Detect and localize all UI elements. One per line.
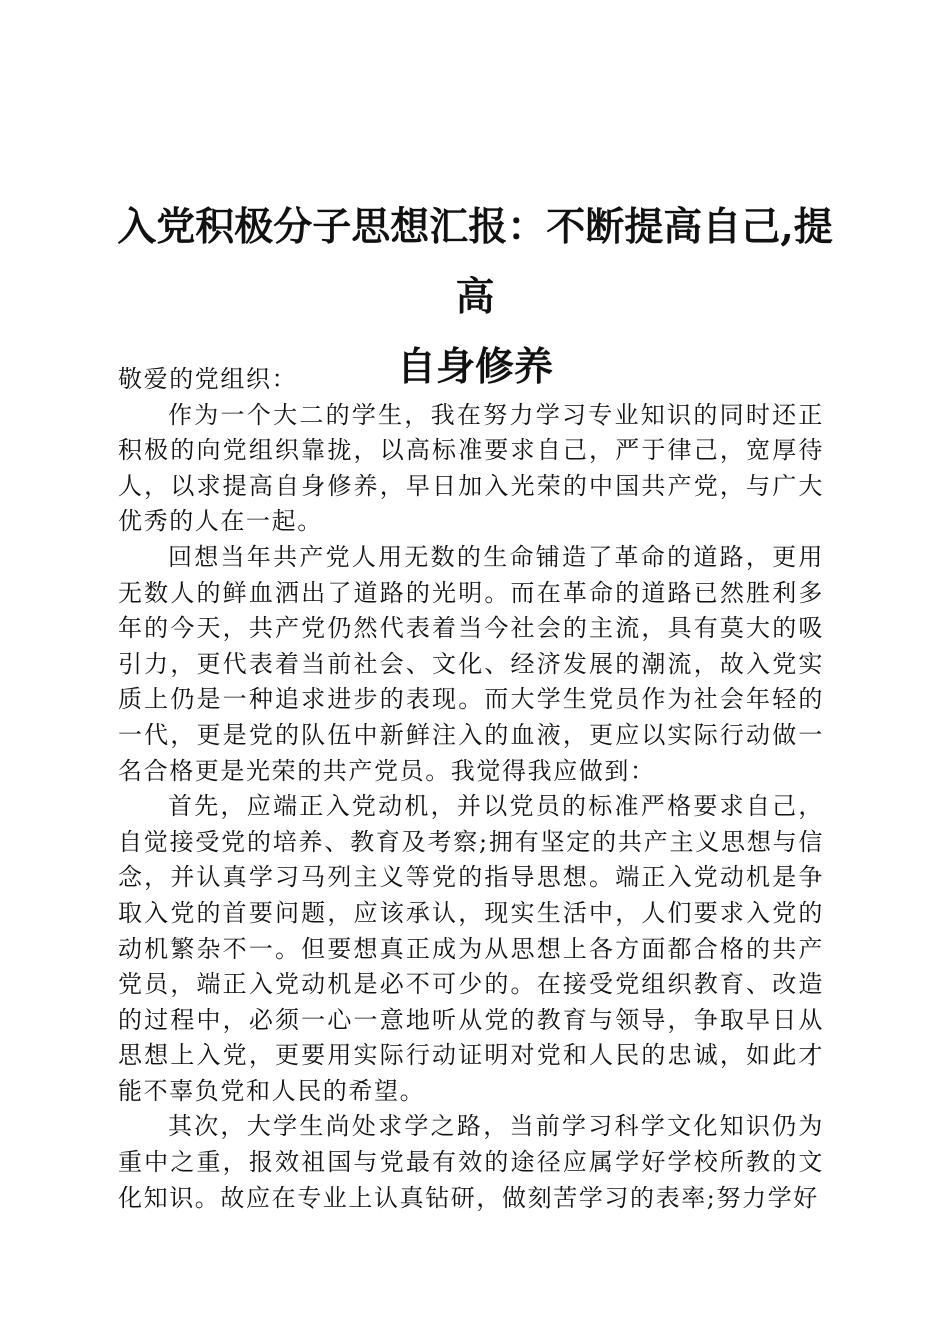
title-line-1: 入党积极分子思想汇报：不断提高自己,提高 <box>117 204 833 320</box>
paragraph-3: 首先，应端正入党动机，并以党员的标准严格要求自己，自觉接受党的培养、教育及考察;拥有坚定的共产主义思想与信念，并认真学习马列主义等党的指导思想。端正入党动机是争取入党的首要问题，应该承认，现实生活中，人们要求入党的动机繁杂不一。但要想真正成为从思想上各方面都合格的共产党员，端正入党动机是必不可少的。在接受党组织教育、改造的过程中，必须一心一意地听从党的教育与领导，争取早日从思想上入党，更要用实际行动证明对党和人民的忠诚，如此才能不辜负党和人民的希望。 <box>118 792 824 1105</box>
paragraph-1: 作为一个大二的学生，我在努力学习专业知识的同时还正积极的向党组织靠拢，以高标准要求自己，严于律己，宽厚待人，以求提高自身修养，早日加入光荣的中国共产党，与广大优秀的人在一起。 <box>118 400 824 536</box>
document-body <box>118 362 824 1216</box>
salutation: 敬爱的党组织： <box>118 365 298 393</box>
paragraph-2: 回想当年共产党人用无数的生命铺造了革命的道路，更用无数人的鲜血洒出了道路的光明。而在革命的道路已然胜利多年的今天，共产党仍然代表着当今社会的主流，具有莫大的吸引力，更代表着当前社会、文化、经济发展的潮流，故入党实质上仍是一种追求进步的表现。而大学生党员作为社会年轻的一代，更是党的队伍中新鲜注入的血液，更应以实际行动做一名合格更是光荣的共产党员。我觉得我应做到： <box>118 542 824 785</box>
title-line-2: 自身修养 <box>396 344 553 390</box>
paragraph-4: 其次，大学生尚处求学之路，当前学习科学文化知识仍为重中之重，报效祖国与党最有效的途径应属学好学校所教的文化知识。故应在专业上认真钻研，做刻苦学习的表率;努力学好 <box>118 1112 824 1212</box>
